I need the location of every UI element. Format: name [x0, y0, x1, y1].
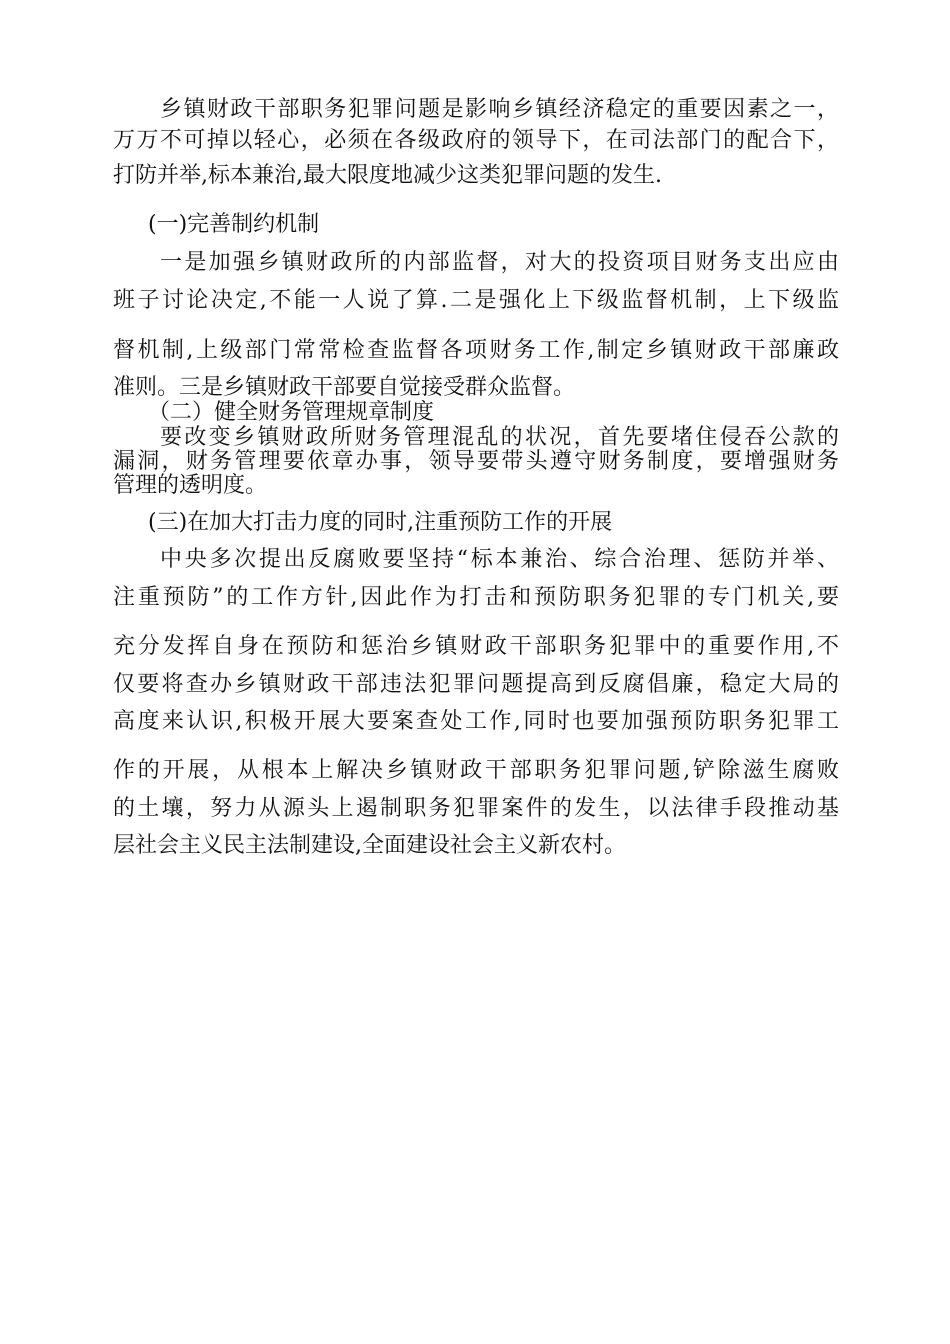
section3-heading: (三)在加大打击力度的同时,注重预防工作的开展: [148, 510, 613, 535]
intro-line-1: 乡镇财政干部职务犯罪问题是影响乡镇经济稳定的重要因素之一，: [160, 97, 839, 122]
intro-line-2: 万万不可掉以轻心，必须在各级政府的领导下，在司法部门的配合下，: [113, 128, 839, 153]
section2-line-3: 管理的透明度。: [113, 473, 268, 498]
section1-line-1: 一是加强乡镇财政所的内部监督，对大的投资项目财务支出应由: [160, 250, 839, 275]
section1-line-3: 督机制,上级部门常常检查监督各项财务工作,制定乡镇财政干部廉政: [113, 338, 839, 363]
section1-line-4: 准则。三是乡镇财政干部要自觉接受群众监督。: [113, 375, 576, 400]
section1-heading: (一)完善制约机制: [148, 212, 320, 237]
section3-line-7: 的土壤，努力从源头上遏制职务犯罪案件的发生，以法律手段推动基: [113, 796, 839, 821]
section3-line-4: 仅要将查办乡镇财政干部违法犯罪问题提高到反腐倡廉，稳定大局的: [113, 672, 839, 697]
section3-line-5: 高度来认识,积极开展大要案查处工作,同时也要加强预防职务犯罪工: [113, 709, 839, 734]
section3-line-8: 层社会主义民主法制建设,全面建设社会主义新农村。: [113, 833, 626, 858]
section2-line-2: 漏洞，财务管理要依章办事，领导要带头遵守财务制度，要增强财务: [113, 449, 839, 474]
section3-line-3: 充分发挥自身在预防和惩治乡镇财政干部职务犯罪中的重要作用,不: [113, 634, 839, 659]
section3-line-1: 中央多次提出反腐败要坚持“标本兼治、综合治理、惩防并举、: [160, 547, 839, 572]
section2-heading: （二）健全财务管理规章制度: [148, 400, 435, 425]
section3-line-6: 作的开展，从根本上解决乡镇财政干部职务犯罪问题,铲除滋生腐败: [113, 758, 839, 783]
section3-line-2: 注重预防”的工作方针,因此作为打击和预防职务犯罪的专门机关,要: [113, 585, 839, 610]
section1-line-2: 班子讨论决定,不能一人说了算.二是强化上下级监督机制，上下级监: [113, 288, 839, 313]
section2-line-1: 要改变乡镇财政所财务管理混乱的状况，首先要堵住侵吞公款的: [160, 425, 839, 450]
intro-line-3: 打防并举,标本兼治,最大限度地减少这类犯罪问题的发生.: [113, 163, 662, 188]
